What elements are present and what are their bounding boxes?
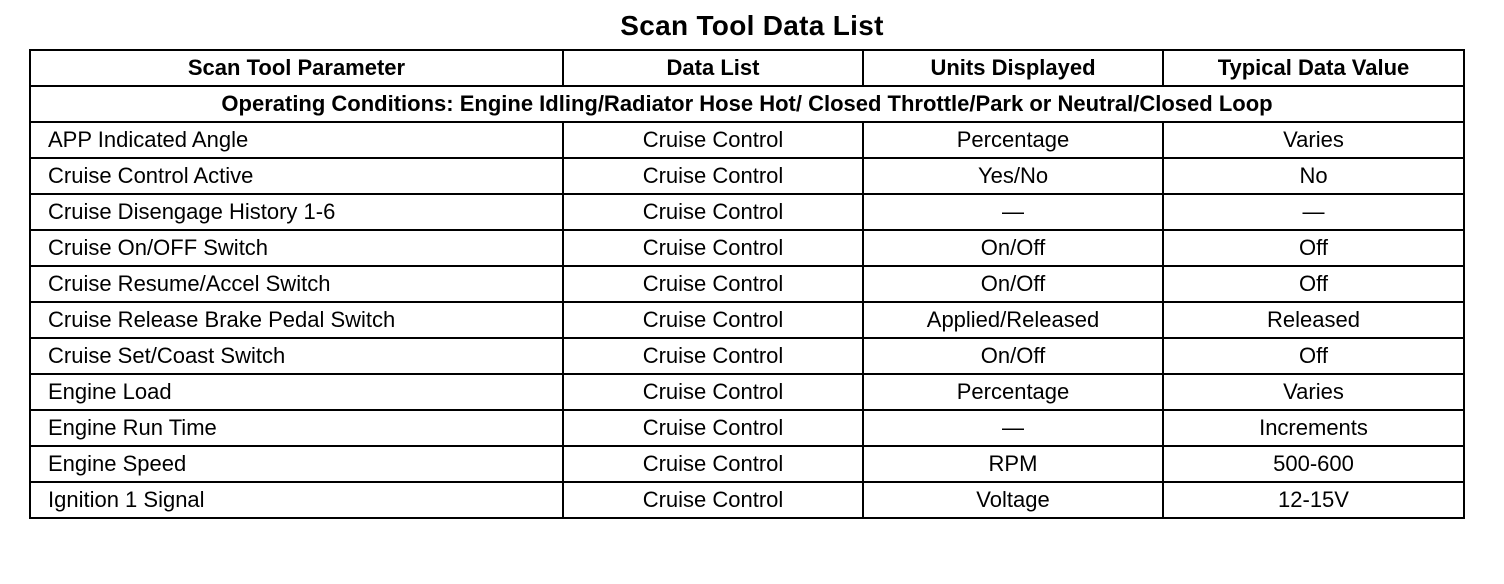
table-row xyxy=(30,266,1464,302)
cell-data-list: Cruise Control xyxy=(563,230,863,266)
table-row xyxy=(30,446,1464,482)
table-header-row xyxy=(30,50,1464,86)
cell-typical-data-value: 12-15V xyxy=(1163,482,1464,518)
cell-data-list: Cruise Control xyxy=(563,410,863,446)
cell-units-displayed: Yes/No xyxy=(863,158,1163,194)
cell-units-displayed: — xyxy=(863,194,1163,230)
cell-parameter: Engine Speed xyxy=(30,446,563,482)
table-row xyxy=(30,374,1464,410)
cell-units-displayed: — xyxy=(863,410,1163,446)
header-typical-data-value: Typical Data Value xyxy=(1163,50,1464,86)
cell-units-displayed: Percentage xyxy=(863,374,1163,410)
cell-typical-data-value: Varies xyxy=(1163,374,1464,410)
cell-typical-data-value: Off xyxy=(1163,266,1464,302)
cell-typical-data-value: Off xyxy=(1163,230,1464,266)
cell-parameter: Cruise On/OFF Switch xyxy=(30,230,563,266)
cell-data-list: Cruise Control xyxy=(563,374,863,410)
cell-parameter: Cruise Set/Coast Switch xyxy=(30,338,563,374)
cell-typical-data-value: — xyxy=(1163,194,1464,230)
cell-units-displayed: On/Off xyxy=(863,266,1163,302)
table-row xyxy=(30,122,1464,158)
cell-parameter: Cruise Control Active xyxy=(30,158,563,194)
table-row xyxy=(30,230,1464,266)
scan-tool-data-table xyxy=(29,49,1465,519)
cell-data-list: Cruise Control xyxy=(563,302,863,338)
cell-units-displayed: Applied/Released xyxy=(863,302,1163,338)
header-data-list: Data List xyxy=(563,50,863,86)
header-units-displayed: Units Displayed xyxy=(863,50,1163,86)
cell-units-displayed: On/Off xyxy=(863,338,1163,374)
operating-conditions-row xyxy=(30,86,1464,122)
cell-typical-data-value: Off xyxy=(1163,338,1464,374)
page-title: Scan Tool Data List xyxy=(620,10,884,41)
cell-typical-data-value: No xyxy=(1163,158,1464,194)
cell-units-displayed: RPM xyxy=(863,446,1163,482)
cell-data-list: Cruise Control xyxy=(563,122,863,158)
table-row xyxy=(30,482,1464,518)
table-row xyxy=(30,338,1464,374)
cell-units-displayed: On/Off xyxy=(863,230,1163,266)
table-row xyxy=(30,194,1464,230)
table-row xyxy=(30,158,1464,194)
cell-parameter: Engine Load xyxy=(30,374,563,410)
cell-parameter: Cruise Disengage History 1-6 xyxy=(30,194,563,230)
cell-data-list: Cruise Control xyxy=(563,158,863,194)
table-row xyxy=(30,302,1464,338)
cell-units-displayed: Percentage xyxy=(863,122,1163,158)
cell-typical-data-value: Released xyxy=(1163,302,1464,338)
cell-parameter: Cruise Release Brake Pedal Switch xyxy=(30,302,563,338)
operating-conditions: Operating Conditions: Engine Idling/Radiator Hose Hot/ Closed Throttle/Park or Neutral/Closed Loop xyxy=(30,86,1464,122)
cell-data-list: Cruise Control xyxy=(563,266,863,302)
cell-parameter: Cruise Resume/Accel Switch xyxy=(30,266,563,302)
table-row xyxy=(30,410,1464,446)
header-parameter: Scan Tool Parameter xyxy=(30,50,563,86)
cell-data-list: Cruise Control xyxy=(563,194,863,230)
cell-units-displayed: Voltage xyxy=(863,482,1163,518)
cell-parameter: Engine Run Time xyxy=(30,410,563,446)
cell-data-list: Cruise Control xyxy=(563,482,863,518)
cell-data-list: Cruise Control xyxy=(563,338,863,374)
cell-data-list: Cruise Control xyxy=(563,446,863,482)
cell-parameter: APP Indicated Angle xyxy=(30,122,563,158)
cell-typical-data-value: Varies xyxy=(1163,122,1464,158)
cell-parameter: Ignition 1 Signal xyxy=(30,482,563,518)
cell-typical-data-value: Increments xyxy=(1163,410,1464,446)
cell-typical-data-value: 500-600 xyxy=(1163,446,1464,482)
